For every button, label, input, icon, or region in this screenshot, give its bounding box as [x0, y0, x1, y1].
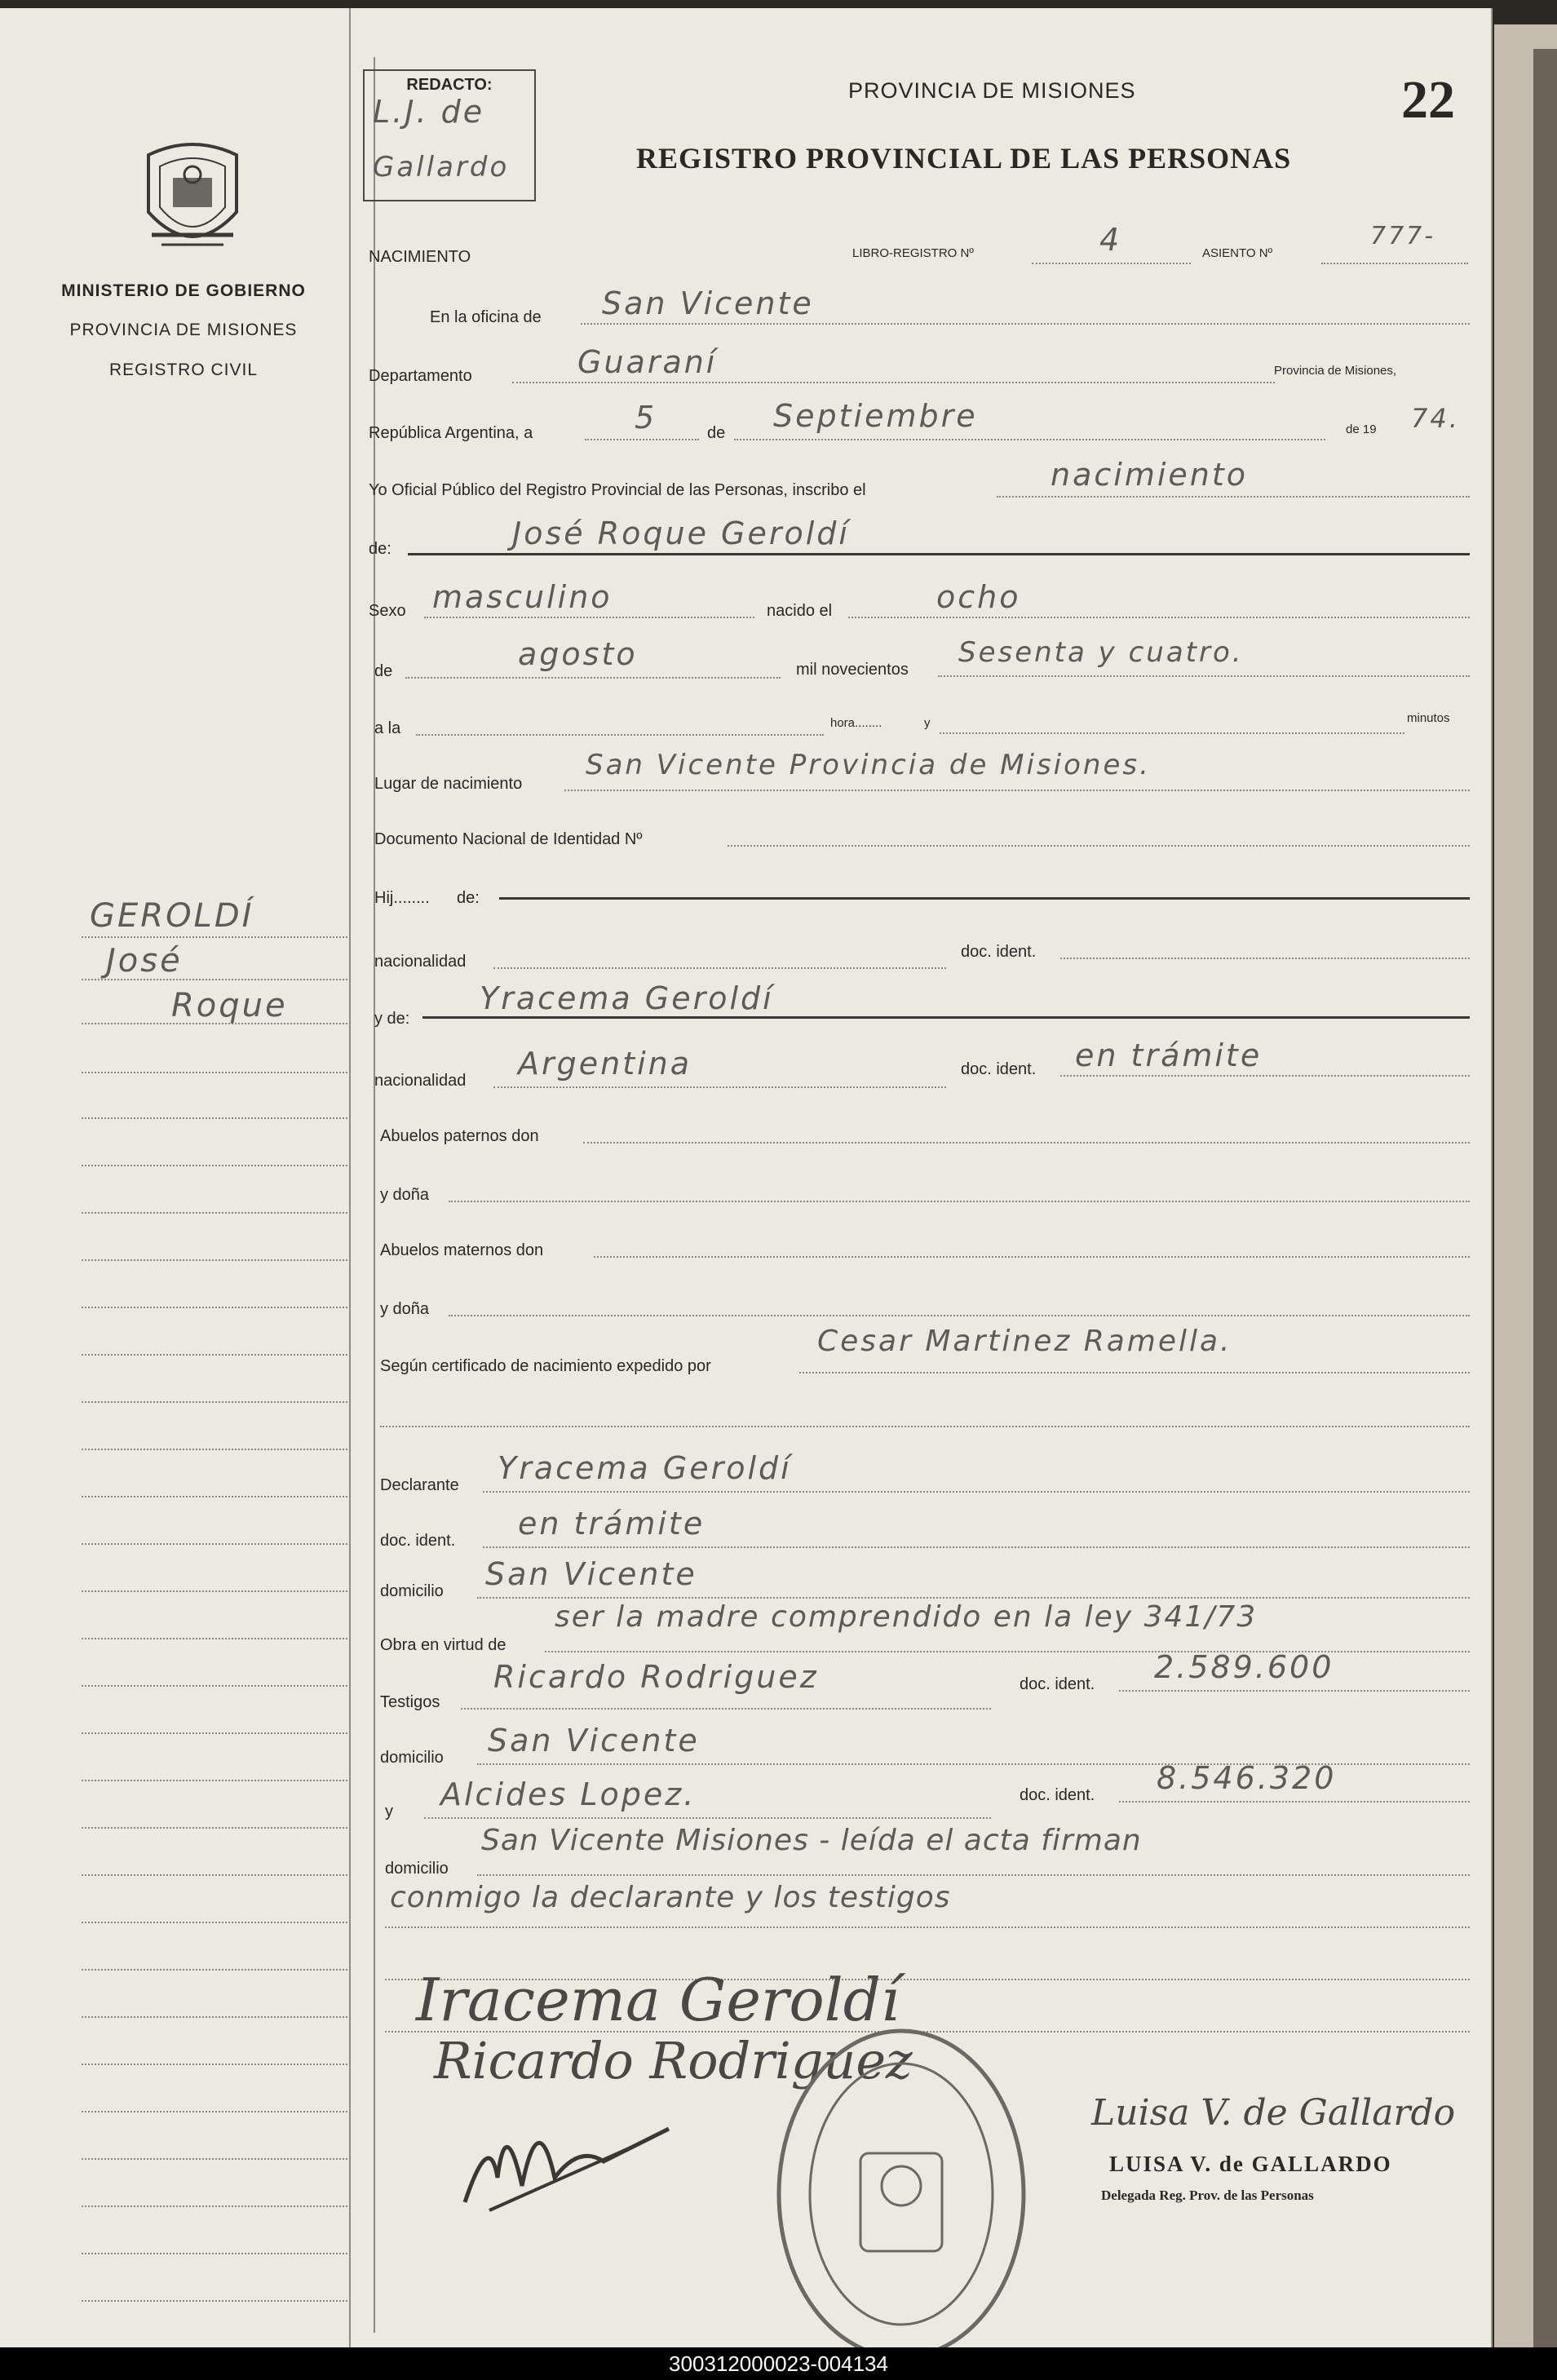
mes-nac-value: agosto [518, 636, 638, 672]
nac2-value: Argentina [518, 1046, 692, 1082]
anio-value: 74. [1411, 403, 1460, 434]
obra-value: ser la madre comprendido en la ley 341/73 [555, 1600, 1258, 1634]
t1-dom-label: domicilio [380, 1749, 444, 1767]
minutos-label: minutos [1407, 711, 1450, 725]
redacto-label: REDACTO: [406, 76, 493, 94]
oficina-label: En la oficina de [430, 308, 542, 326]
dni-label: Documento Nacional de Identidad Nº [374, 830, 643, 848]
abuelos-maternos-label: Abuelos maternos don [380, 1241, 544, 1259]
margin-column [0, 8, 351, 2347]
libro-label: LIBRO-REGISTRO Nº [852, 246, 974, 260]
y2-label: y [385, 1803, 393, 1820]
certificado-value: Cesar Martinez Ramella. [817, 1325, 1232, 1358]
testigo1-signature: Ricardo Rodriguez [434, 2031, 913, 2090]
doc1-label: doc. ident. [961, 943, 1037, 961]
provincia-suffix: Provincia de Misiones, [1274, 364, 1397, 378]
t2-doc-label: doc. ident. [1020, 1786, 1095, 1804]
inscribo-label: Yo Oficial Público del Registro Provincial de las Personas, inscribo el [369, 481, 866, 499]
document-page [0, 8, 1493, 2347]
y-dona-2-label: y doña [380, 1300, 430, 1318]
declarante-value: Yracema Geroldí [498, 1450, 792, 1486]
t2-dom-label: domicilio [385, 1860, 449, 1878]
libro-value: 4 [1099, 222, 1122, 258]
hora-label: hora........ [830, 716, 882, 730]
ministry-name: MINISTERIO DE GOBIERNO [61, 281, 306, 300]
margin-second-name: Roque [171, 987, 288, 1024]
nombre-de-label: de: [369, 540, 391, 558]
t1-doc-value: 2.589.600 [1154, 1649, 1334, 1685]
nac2-label: nacionalidad [374, 1072, 467, 1090]
testigos-label: Testigos [380, 1693, 440, 1711]
departamento-value: Guaraní [577, 344, 718, 380]
sexo-label: Sexo [369, 602, 406, 620]
page-number: 22 [1401, 70, 1455, 130]
mil-label: mil novecientos [796, 661, 909, 679]
nombre-value: José Roque Geroldí [512, 515, 850, 551]
de-label: de [707, 424, 726, 442]
header-province: PROVINCIA DE MISIONES [848, 78, 1136, 103]
official-stamp-icon [771, 2023, 1032, 2365]
margin-surname: GEROLDÍ [90, 897, 254, 935]
domicilio-value: San Vicente [485, 1556, 697, 1592]
t2-doc-value: 8.546.320 [1157, 1760, 1337, 1796]
continuation-value: conmigo la declarante y los testigos [390, 1881, 951, 1914]
republica-label: República Argentina, a [369, 424, 533, 442]
oficina-value: San Vicente [602, 285, 814, 321]
y-de-label: y de: [374, 1010, 410, 1028]
nac1-label: nacionalidad [374, 953, 467, 971]
obra-label: Obra en virtud de [380, 1636, 506, 1654]
testigo2-value: Alcides Lopez. [440, 1776, 697, 1812]
certificado-label: Según certificado de nacimiento expedido por [380, 1357, 711, 1375]
margin-first-name: José [106, 942, 183, 980]
hij-label: Hij........ [374, 889, 430, 907]
decl-doc-value: en trámite [518, 1506, 706, 1542]
nacido-value: ocho [936, 579, 1021, 615]
lugar-value: San Vicente Provincia de Misiones. [586, 749, 1151, 781]
departamento-label: Departamento [369, 367, 472, 385]
redacto-box [363, 69, 536, 201]
asiento-value: 777- [1370, 222, 1436, 250]
lugar-label: Lugar de nacimiento [374, 775, 523, 793]
nacido-label: nacido el [767, 602, 833, 620]
t1-dom-value: San Vicente [488, 1723, 700, 1758]
abuelos-paternos-label: Abuelos paternos don [380, 1127, 539, 1145]
y-dona-1-label: y doña [380, 1186, 430, 1204]
mes-value: Septiembre [773, 398, 978, 434]
registry-title: REGISTRO PROVINCIAL DE LAS PERSONAS [636, 142, 1292, 175]
hij-de-label: de: [457, 889, 480, 907]
official-name: LUISA V. de GALLARDO [1109, 2152, 1392, 2176]
doc2-value: en trámite [1075, 1037, 1263, 1073]
official-role: Delegada Reg. Prov. de las Personas [1101, 2188, 1314, 2203]
dia-value: 5 [635, 400, 657, 436]
margin-province: PROVINCIA DE MISIONES [69, 321, 298, 339]
coat-of-arms-seal-icon [137, 139, 248, 261]
t2-dom-value: San Vicente Misiones - leída el acta firman [481, 1824, 1142, 1857]
doc2-label: doc. ident. [961, 1060, 1037, 1078]
t1-doc-label: doc. ident. [1020, 1675, 1095, 1693]
mes-nac-de-label: de [374, 662, 393, 680]
redacto-surname: Gallardo [373, 151, 510, 184]
redacto-initials: L.J. de [373, 94, 485, 130]
asiento-label: ASIENTO Nº [1202, 246, 1273, 260]
inscribo-value: nacimiento [1051, 457, 1249, 493]
sexo-value: masculino [432, 579, 613, 615]
anio-nac-value: Sesenta y cuatro. [958, 636, 1244, 669]
document-code: 300312000023-004134 [0, 2347, 1557, 2380]
margin-registro-civil: REGISTRO CIVIL [108, 361, 259, 379]
decl-doc-label: doc. ident. [380, 1532, 456, 1550]
declarante-label: Declarante [380, 1476, 459, 1494]
y-label: y [924, 716, 931, 730]
inner-rule [374, 57, 375, 2333]
a-la-label: a la [374, 719, 401, 737]
testigo1-value: Ricardo Rodriguez [493, 1659, 819, 1695]
official-signature: Luisa V. de Gallardo [1091, 2092, 1456, 2134]
nacimiento-label: NACIMIENTO [369, 248, 471, 266]
declarante-signature: Iracema Geroldí [416, 1966, 900, 2034]
page-edge-shadow [1533, 49, 1557, 2347]
madre-value: Yracema Geroldí [480, 980, 774, 1016]
anio-prefix: de 19 [1346, 422, 1377, 436]
testigo2-signature-scribble-icon [440, 2096, 685, 2219]
domicilio-label: domicilio [380, 1582, 444, 1600]
